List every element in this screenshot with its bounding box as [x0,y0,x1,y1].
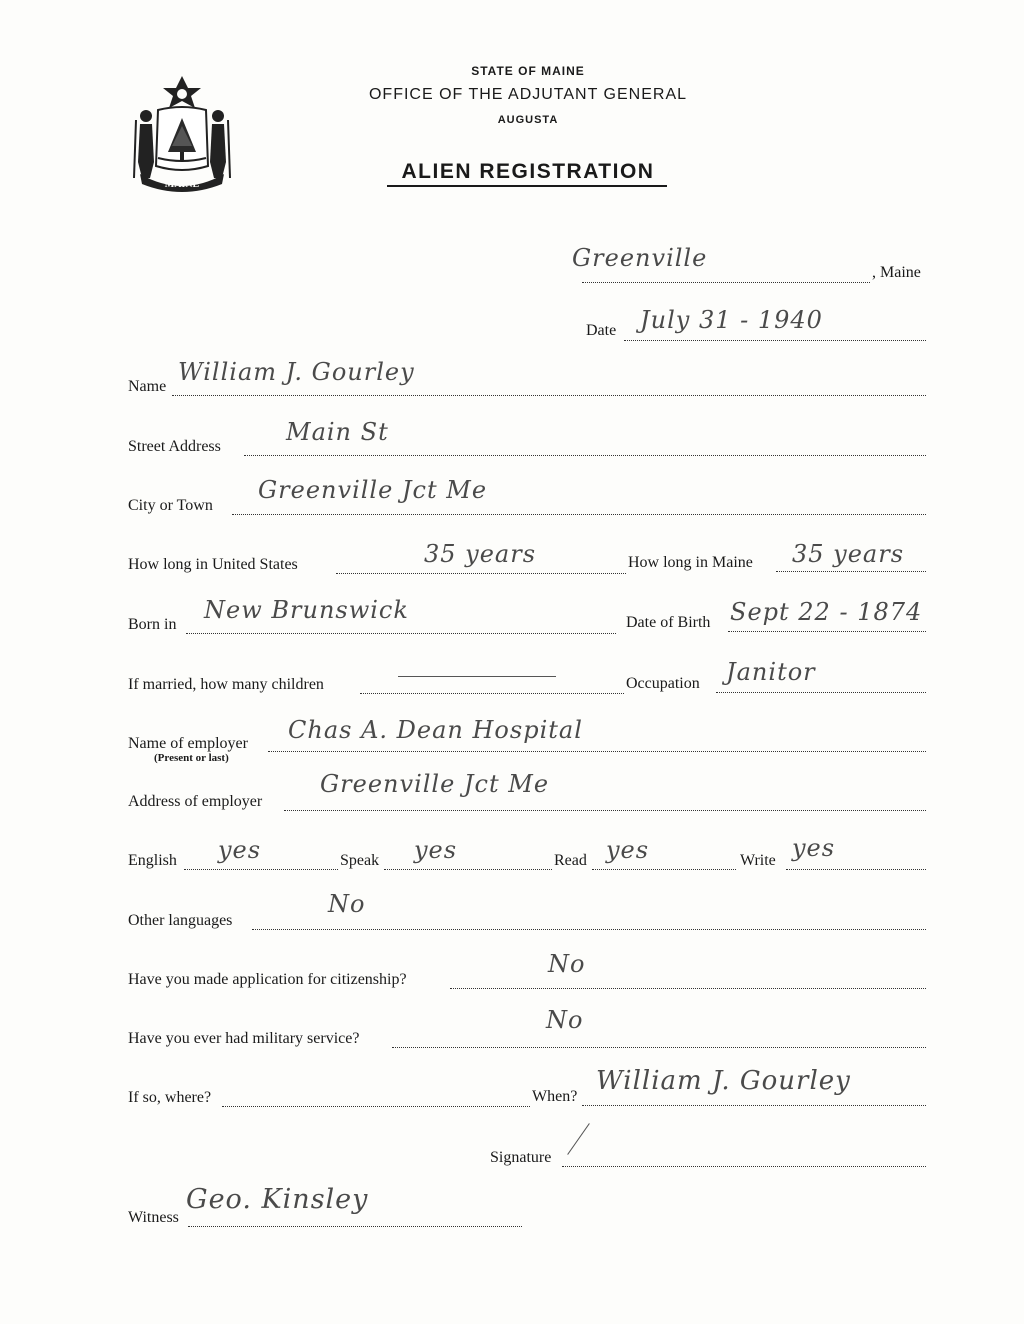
occupation-label: Occupation [626,675,700,692]
place-line [582,282,870,283]
employer-address-value: Greenville Jct Me [320,770,550,798]
citizenship-line [450,988,926,989]
city-value: Greenville Jct Me [258,476,488,504]
signature-check-mark [567,1123,590,1155]
form-title: ALIEN REGISTRATION [401,160,655,183]
city-heading: AUGUSTA [497,114,559,126]
state-heading: STATE OF MAINE [471,64,585,78]
seal-banner-text: MAINE [164,179,200,190]
military-label: Have you ever had military service? [128,1030,360,1047]
children-label: If married, how many children [128,676,324,693]
employer-line [268,751,926,752]
date-value: July 31 - 1940 [640,306,823,334]
speak-label: Speak [340,852,380,869]
speak-line [384,869,552,870]
write-label: Write [740,852,776,869]
where-line [222,1106,530,1107]
english-label: English [128,852,177,869]
employer-value: Chas A. Dean Hospital [288,716,583,744]
signature-line [562,1166,926,1167]
maine-state-seal-icon [128,74,236,196]
military-line [392,1047,926,1048]
occupation-value: Janitor [726,658,816,686]
street-value: Main St [286,418,389,446]
when-line [582,1105,926,1106]
write-line [786,869,926,870]
date-line [624,340,926,341]
languages-line [252,929,926,930]
maine-time-label: How long in Maine [628,554,753,571]
employer-address-line [284,810,926,811]
english-line [184,869,338,870]
children-line [360,693,624,694]
languages-value: No [328,890,366,918]
name-line [172,395,926,396]
maine-time-value: 35 years [792,540,905,568]
where-label: If so, where? [128,1089,212,1106]
place-suffix: , Maine [872,264,921,281]
born-value: New Brunswick [204,596,409,624]
when-label: When? [532,1088,578,1105]
maine-time-line [776,571,926,572]
name-label: Name [128,378,167,395]
street-label: Street Address [128,438,221,455]
name-value: William J. Gourley [178,358,415,386]
dob-line [728,631,926,632]
witness-label: Witness [128,1209,179,1226]
write-value: yes [792,834,836,862]
read-value: yes [606,836,650,864]
office-heading: OFFICE OF THE ADJUTANT GENERAL [368,86,688,103]
witness-line [188,1226,522,1227]
citizenship-value: No [548,950,586,978]
us-time-value: 35 years [424,540,537,568]
languages-label: Other languages [128,912,233,929]
citizenship-label: Have you made application for citizenship? [128,971,407,988]
born-label: Born in [128,616,177,633]
military-value: No [546,1006,584,1034]
occupation-line [716,692,926,693]
place-value: Greenville [572,244,708,272]
witness-value: Geo. Kinsley [186,1184,369,1215]
employer-label: Name of employer [128,735,248,752]
city-label: City or Town [128,497,213,514]
date-label: Date [586,322,617,339]
title-underline [387,185,667,187]
employer-sublabel: (Present or last) [154,752,229,764]
us-time-line [336,573,626,574]
born-line [186,633,616,634]
signature-value: William J. Gourley [596,1066,851,1096]
city-line [232,514,926,515]
dob-label: Date of Birth [626,614,711,631]
us-time-label: How long in United States [128,556,298,573]
street-line [244,455,926,456]
dob-value: Sept 22 - 1874 [730,598,923,626]
speak-value: yes [414,836,458,864]
english-value: yes [218,836,262,864]
employer-address-label: Address of employer [128,793,263,810]
read-line [592,869,736,870]
signature-label: Signature [490,1149,552,1166]
read-label: Read [554,852,587,869]
children-dash-mark [398,676,556,677]
